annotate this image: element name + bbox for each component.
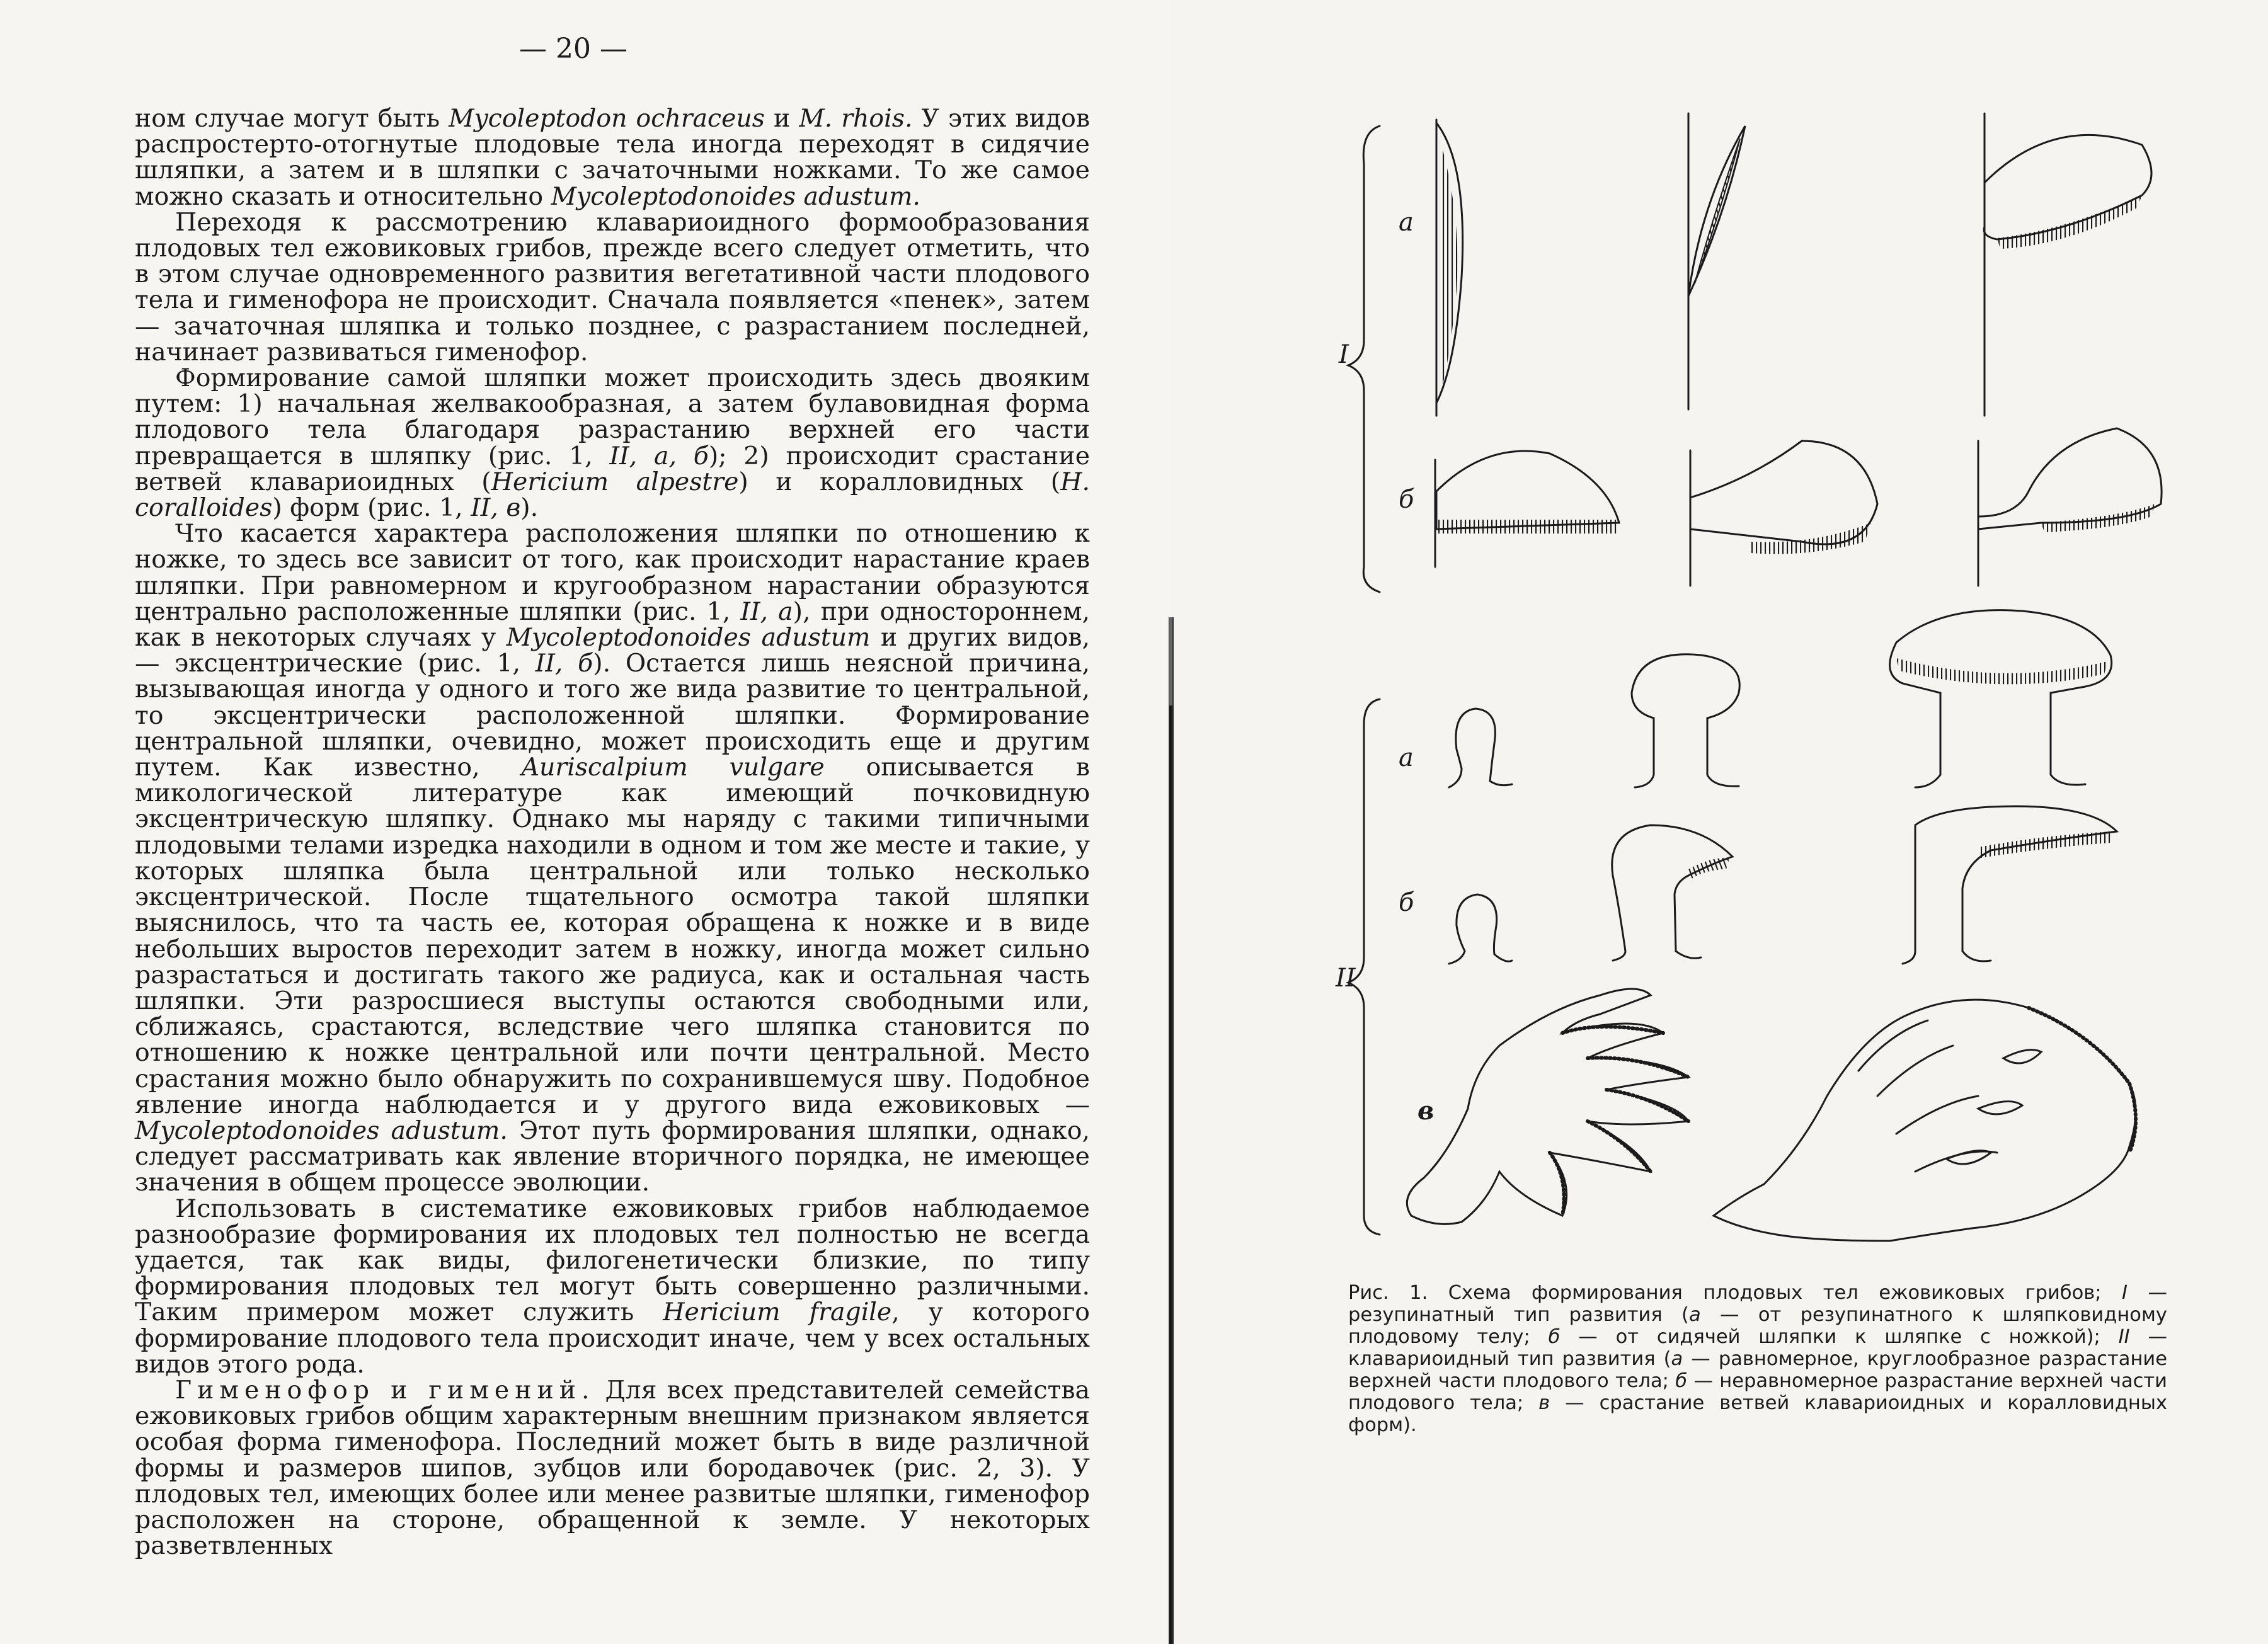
- paragraph-6: Гименофор и гимений. Для всех представителей семейства ежовиковых грибов общим характерным внешним признаком является особая форма гименофора. Последний может быть в виде различной формы и размеров шипов, зубцов или бородавочек (рис. 2, 3). У плодовых тел, имеющих более или менее развитые шляпки, гименофор расположен на стороне, обращенной к земле. У некоторых разветвленных: [135, 1375, 1090, 1561]
- fig-IIv-2: [1714, 1000, 2136, 1241]
- figure-caption: Рис. 1. Схема формирования плодовых тел ежовиковых грибов; I — резупинатный тип развития (а — от резупинатного к шляпковидному плодовому телу; б — от сидячей шляпки к шляпке с ножкой); II — клавариоидный тип развития (а — равномерное, круглообразное разрастание верхней части плодового тела; б — неравномерное разрастание верхней части плодового тела; в — срастание ветвей клавариоидных и коралловидных форм).: [1348, 1282, 2168, 1436]
- paragraph-5: Использовать в систематике ежовиковых грибов наблюдаемое разнообразие формирования их плодовых тел полностью не всегда удается, так как виды, филогенетически близкие, по типу формирования плодовых тел могут быть совершенно различными. Таким примером может служить Hericium fragile, у которого формирование плодового тела происходит иначе, чем у всех остальных видов этого рода.: [135, 1194, 1091, 1379]
- label-Ia: а: [1399, 208, 1414, 237]
- fig-Ia-2: [1688, 113, 1745, 409]
- label-IIv: в: [1418, 1096, 1435, 1126]
- paragraph-1: ном случае могут быть Mycoleptodon ochraceus и M. rhois. У этих видов распростерто-отогнутые плодовые тела иногда переходят в сидячие шляпки, а затем и в шляпки с зачаточными ножками. То же самое можно сказать и относительно Mycoleptodonoides adustum.: [135, 104, 1090, 211]
- fig-IIa-1: [1449, 709, 1512, 787]
- label-IIa: а: [1399, 743, 1414, 772]
- fig-IIv-1: [1407, 989, 1688, 1224]
- fig-Ib-2: [1690, 441, 1877, 586]
- fig-IIa-2: [1632, 654, 1739, 787]
- label-group-II: II: [1336, 964, 1356, 993]
- label-IIb: б: [1399, 888, 1414, 917]
- fig-Ia-1: [1436, 120, 1463, 416]
- label-group-I: I: [1339, 340, 1349, 369]
- fig-IIb-1: [1449, 894, 1512, 964]
- fig-Ib-3: [1978, 428, 2162, 586]
- fig-Ib-1: [1435, 451, 1619, 567]
- fig-IIb-2: [1612, 825, 1732, 961]
- figure-1: [1310, 88, 2192, 1285]
- fig-IIa-3: [1890, 610, 2112, 787]
- book-gutter-top: [1169, 617, 1172, 705]
- book-gutter: [1169, 617, 1174, 1644]
- body-text: [135, 106, 1090, 1559]
- figure-drawing: [1310, 88, 2192, 1285]
- label-Ib: б: [1399, 485, 1414, 514]
- group-I-brace: [1348, 126, 1380, 592]
- paragraph-2: Переходя к рассмотрению клавариоидного формообразования плодовых тел ежовиковых грибов, прежде всего следует отметить, что в этом случае одновременного развития вегетативной части плодового тела и гименофора не происходит. Сначала появляется «пенек», затем — зачаточная шляпка и только позднее, с разрастанием последней, начинает развиваться гименофор.: [135, 207, 1090, 367]
- page-number: — 20 —: [519, 33, 627, 65]
- paragraph-3: Формирование самой шляпки может происходить здесь двояким путем: 1) начальная желвакообразная, а затем булавовидная форма плодового тела благодаря разрастанию верхней его части превращается в шляпку (рис. 1, II, а, б); 2) происходит срастание ветвей клавариоидных (Hericium alpestre) и коралловидных (H. coralloides) форм (рис. 1, II, в).: [135, 363, 1091, 523]
- fig-IIb-3: [1903, 806, 2117, 964]
- paragraph-4: Что касается характера расположения шляпки по отношению к ножке, то здесь все зависит от того, как происходит нарастание краев шляпки. При равномерном и кругообразном нарастании образуются центрально расположенные шляпки (рис. 1, II, а), при одностороннем, как в некоторых случаях у Mycoleptodonoides adustum и других видов, — эксцентрические (рис. 1, II, б). Остается лишь неясной причина, вызывающая иногда у одного и того же вида развитие то центральной, то эксцентрически расположенной шляпки. Формирование центральной шляпки, очевидно, может происходить еще и другим путем. Как известно, Auriscalpium vulgare описывается в микологической литературе как имеющий почковидную эксцентрическую шляпку. Однако мы наряду с такими типичными плодовыми телами изредка находили в одном и том же месте и такие, у которых шляпка была центральной или только несколько эксцентрической. После тщательного осмотра такой шляпки выяснилось, что та часть ее, которая обращена к ножке и в виде небольших выростов переходит затем в ножку, иногда может сильно разрастаться и достигать такого же радиуса, как и остальная часть шляпки. Эти разросшиеся выступы остаются свободными или, сближаясь, срастаются, вследствие чего шляпка становится по отношению к ножке центральной или почти центральной. Место срастания можно было обнаружить по сохранившемуся шву. Подобное явление иногда наблюдается и у другого вида ежовиковых — Mycoleptodonoides adustum. Этот путь формирования шляпки, однако, следует рассматривать как явление вторичного порядка, не имеющее значения в общем процессе эволюции.: [135, 519, 1090, 1197]
- fig-Ia-3: [1984, 113, 2151, 416]
